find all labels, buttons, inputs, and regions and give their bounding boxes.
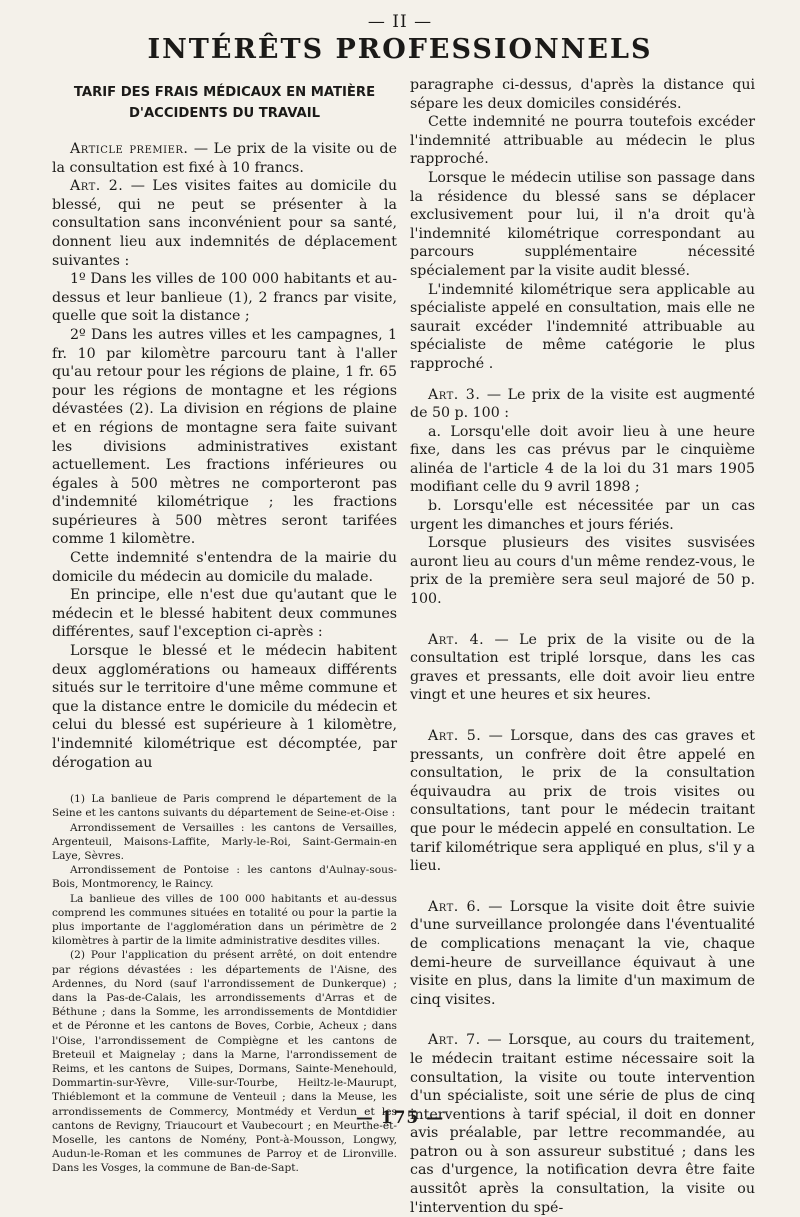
article-6-label: Art. 6.: [428, 898, 482, 915]
article-3-plusieurs: Lorsque plusieurs des visites susvisées auront lieu au cours d'un même rendez-vous, le prix de la première sera seul majoré de 50 p. 100.: [410, 535, 755, 608]
article-2-item-2: 2º Dans les autres villes et les campagnes, 1 fr. 10 par kilomètre parcouru tant à l'aller qu'au retour pour les régions de plaine, 1 fr. 65 pour les régions de montagne et les régions dévastées (2). La division en régions de plaine et en régions de montagne sera faite suivant les divisions administratives existant actuellement. Les fractions inférieures ou égales à 500 mètres ne comporteront pas d'indemnité kilométrique ; les fractions supérieures à 500 mètres seront tarifées comme 1 kilomètre.: [52, 326, 397, 548]
article-3-text: — Le prix de la visite est augmenté de 50 p. 100 :: [410, 386, 755, 422]
article-2: [52, 177, 397, 270]
article-6-text: — Lorsque la visite doit être suivie d'une surveillance prolongée dans l'éventualité de complications menaçant la vie, chaque demi-heure de surveillance équivaut à une visite en plus, dans la limite d'un maximum de cinq visites.: [410, 898, 755, 1008]
footnote-1: (1) La banlieue de Paris comprend le département de la Seine et les cantons suivants du département de Seine-et-Oise :: [52, 793, 397, 820]
article-1-text: — Le prix de la visite ou de la consultation est fixé à 10 francs.: [52, 141, 397, 176]
footnote-2: (2) Pour l'application du présent arrêté, on doit entendre par régions dévastées : les départements de l'Aisne, des Ardennes, du Nord (sauf l'arrondissement de Dunkerque) ; dans la Pas-de-Calais, les arrondissements d'Arras et de Béthune ; dans la Somme, les arrondissements de Montdidier et de Péronne et les cantons de Boves, Corbie, Acheux ; dans l'Oise, l'arrondissement de Compiègne et les cantons de Breteuil et Maignelay ; dans la Marne, l'arrondissement de Reims, et les cantons de Suipes, Dormans, Sainte-Menehould, Dommartin-sur-Yèvre, Ville-sur-Tourbe, Heiltz-le-Maurupt, Thiéblemont et la commune de Venteuil ; dans la Meuse, les arrondissements de Commercy, Montmédy et Verdun et les cantons de Revigny, Triaucourt et Vaubecourt ; en Meurthe-et-Moselle, les cantons de Nomény, Pont-à-Mousson, Longwy, Audun-le-Roman et les communes de Parroy et de Lironville. Dans les Vosges, la commune de Ban-de-Sapt.: [52, 949, 397, 1175]
spacer: [410, 609, 755, 631]
article-1: [52, 140, 397, 177]
article-2-item-1: 1º Dans les villes de 100 000 habitants et au-dessus et leur banlieue (1), 2 francs par visite, quelle que soit la distance ;: [52, 271, 397, 325]
article-title-line-2: D'ACCIDENTS DU TRAVAIL: [128, 106, 321, 121]
article-title-line-1: TARIF DES FRAIS MÉDICAUX EN MATIÈRE: [73, 85, 376, 100]
spacer: [410, 1009, 755, 1031]
paragraph-continuation: paragraphe ci-dessus, d'après la distance qui sépare les deux domiciles considérés.: [410, 77, 755, 112]
article-3: [410, 386, 755, 423]
article-7-text: — Lorsque, au cours du traitement, le médecin traitant estime nécessaire soit la consultation, la visite ou toute intervention d'un spécialiste, soit une série de plus de cinq interventions à tarif spécial, il doit en donner avis préalable, par lettre recommandée, au patron ou à son assureur substitué ; dans les cas d'urgence, la notification devra être faite aussitôt après la consultation, la visite ou l'intervention du spé-: [410, 1032, 755, 1216]
article-6: [410, 898, 755, 1010]
article-4-label: Art. 4.: [428, 631, 485, 648]
right-column: [410, 76, 755, 1217]
paragraph-passage: Lorsque le médecin utilise son passage dans la résidence du blessé sans se déplacer exclusivement pour lui, il n'a droit qu'à l'indemnité kilométrique correspondant au parcours supplémentaire nécessité spécialement par la visite audit blessé.: [410, 169, 755, 279]
footnote-1-pontoise: Arrondissement de Pontoise : les cantons d'Aulnay-sous-Bois, Montmorency, le Raincy.: [52, 864, 397, 891]
article-3-item-a: a. Lorsqu'elle doit avoir lieu à une heure fixe, dans les cas prévus par le cinquième alinéa de l'article 4 de la loi du 31 mars 1905 modifiant celle du 9 avril 1898 ;: [410, 423, 755, 496]
footnote-1-banlieue: La banlieue des villes de 100 000 habitants et au-dessus comprend les communes situées en totalité ou pour la partie la plus importante de l'agglomération dans un périmètre de 2 kilomètres à partir de la limite administrative desdites villes.: [52, 892, 397, 948]
spacer: [410, 876, 755, 898]
article-5-text: — Lorsque, dans des cas graves et pressants, un confrère doit être appelé en consultation, le prix de la consultation équivaudra au prix de trois visites ou consultations, tant pour le médecin traitant que pour le médecin appelé en consultation. Le tarif kilométrique sera appliqué en plus, s'il y a lieu.: [410, 728, 755, 875]
paragraph-lorsque: Lorsque le blessé et le médecin habitent deux agglomérations ou hameaux différents situés sur le territoire d'une même commune et que la distance entre le domicile du médecin et celui du blessé est supérieure à 1 kilomètre, l'indemnité kilométrique est décomptée, par dérogation au: [52, 643, 397, 771]
article-2-text: — Les visites faites au domicile du blessé, qui ne peut se présenter à la consultation sans inconvénient pour sa santé, donnent lieu aux indemnités de déplacement suivantes :: [52, 178, 398, 269]
footnote-1-versailles: Arrondissement de Versailles : les cantons de Versailles, Argenteuil, Maisons-Laffite, Marly-le-Roi, Saint-Germain-en Laye, Sèvres.: [52, 821, 397, 862]
paragraph-exceder: Cette indemnité ne pourra toutefois excéder l'indemnité attribuable au médecin le plus rapproché.: [410, 114, 755, 168]
page-number-bottom: — 175 —: [355, 1108, 445, 1128]
paragraph-indemnite: Cette indemnité s'entendra de la mairie du domicile du médecin au domicile du malade.: [52, 550, 397, 585]
spacer: [410, 374, 755, 386]
left-column: [52, 76, 397, 1176]
spacer: [410, 705, 755, 727]
paragraph-specialiste: L'indemnité kilométrique sera applicable au spécialiste appelé en consultation, mais elle ne saurait excéder l'indemnité attribuable au spécialiste de même catégorie le plus rapproché .: [410, 281, 755, 372]
article-4: [410, 631, 755, 705]
article-1-label: Article premier.: [70, 141, 189, 157]
page-number-top: — II —: [367, 12, 433, 32]
article-title: [52, 82, 397, 124]
article-2-label: Art. 2.: [70, 178, 124, 195]
article-5-label: Art. 5.: [428, 728, 482, 744]
article-3-label: Art. 3.: [428, 386, 481, 403]
article-4-text: — Le prix de la visite ou de la consultation est triplé lorsque, dans les cas graves et pressants, elle doit avoir lieu entre vingt et une heures et six heures.: [410, 631, 755, 704]
article-7-label: Art. 7.: [428, 1032, 481, 1049]
article-5: [410, 727, 755, 876]
paragraph-principe: En principe, elle n'est due qu'autant que le médecin et le blessé habitent deux communes différentes, sauf l'exception ci-après :: [52, 587, 397, 641]
section-banner: INTÉRÊTS PROFESSIONNELS: [147, 34, 653, 65]
article-3-item-b: b. Lorsqu'elle est nécessitée par un cas urgent les dimanches et jours fériés.: [410, 498, 755, 533]
